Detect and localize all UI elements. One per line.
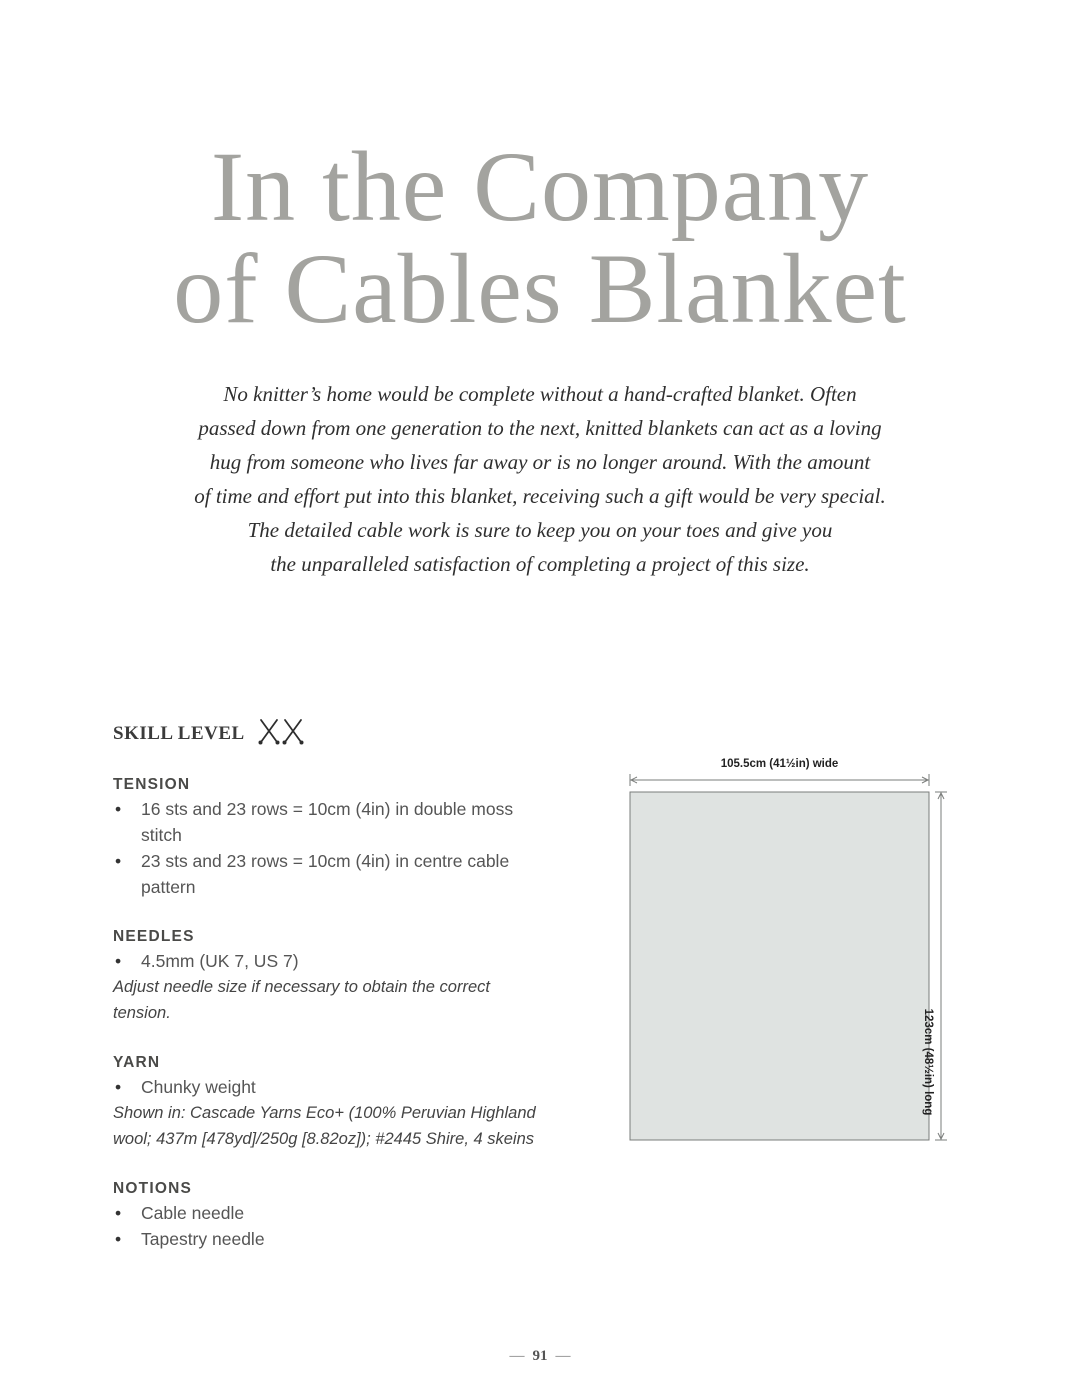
intro-line: The detailed cable work is sure to keep you on your toes and give you (247, 518, 833, 542)
blanket-schematic (622, 752, 982, 1152)
notions-item: • Cable needle (113, 1200, 543, 1226)
title-line: In the Company (210, 131, 870, 242)
yarn-heading: YARN (113, 1054, 161, 1071)
page-number: — 91 — (509, 1348, 571, 1364)
tension-section (113, 774, 543, 900)
needles-heading: NEEDLES (113, 928, 195, 945)
needles-note: Adjust needle size if necessary to obtain the correct tension. (113, 978, 490, 1022)
skill-level-label: SKILL LEVEL (113, 722, 245, 744)
yarn-section (113, 1052, 543, 1152)
title-line: of Cables Blanket (173, 233, 907, 344)
intro-line: the unparalleled satisfaction of completing a project of this size. (270, 552, 810, 576)
skill-level (113, 716, 307, 751)
yarn-note: Shown in: Cascade Yarns Eco+ (100% Peruvian Highland wool; 437m [478yd]/250g [8.82oz]); #2445 Shire, 4 skeins (113, 1104, 536, 1148)
page-title (0, 131, 1080, 344)
width-dimension-label: 105.5cm (41½in) wide (720, 758, 839, 770)
blanket-panel (630, 792, 929, 1140)
tension-heading: TENSION (113, 776, 191, 793)
notions-heading: NOTIONS (113, 1180, 193, 1197)
page-number-value: 91 (532, 1348, 548, 1364)
knitting-needles-icon (257, 716, 307, 751)
intro-line: No knitter’s home would be complete without a hand-crafted blanket. Often (223, 382, 857, 406)
pattern-specs (113, 774, 543, 1278)
intro-line: hug from someone who lives far away or is no longer around. With the amount (209, 450, 871, 474)
notions-section (113, 1178, 543, 1252)
yarn-item: • Chunky weight (113, 1074, 543, 1100)
needles-section (113, 926, 543, 1026)
tension-item: • 16 sts and 23 rows = 10cm (4in) in double moss stitch (113, 796, 543, 848)
height-dimension-label: 123cm (48½in) long (922, 1008, 934, 1116)
intro-line: passed down from one generation to the next, knitted blankets can act as a loving (198, 416, 882, 440)
intro-paragraph (150, 377, 930, 581)
tension-item: • 23 sts and 23 rows = 10cm (4in) in centre cable pattern (113, 848, 543, 900)
needles-item: • 4.5mm (UK 7, US 7) (113, 948, 543, 974)
intro-line: of time and effort put into this blanket, receiving such a gift would be very special. (194, 484, 886, 508)
notions-item: • Tapestry needle (113, 1226, 543, 1252)
